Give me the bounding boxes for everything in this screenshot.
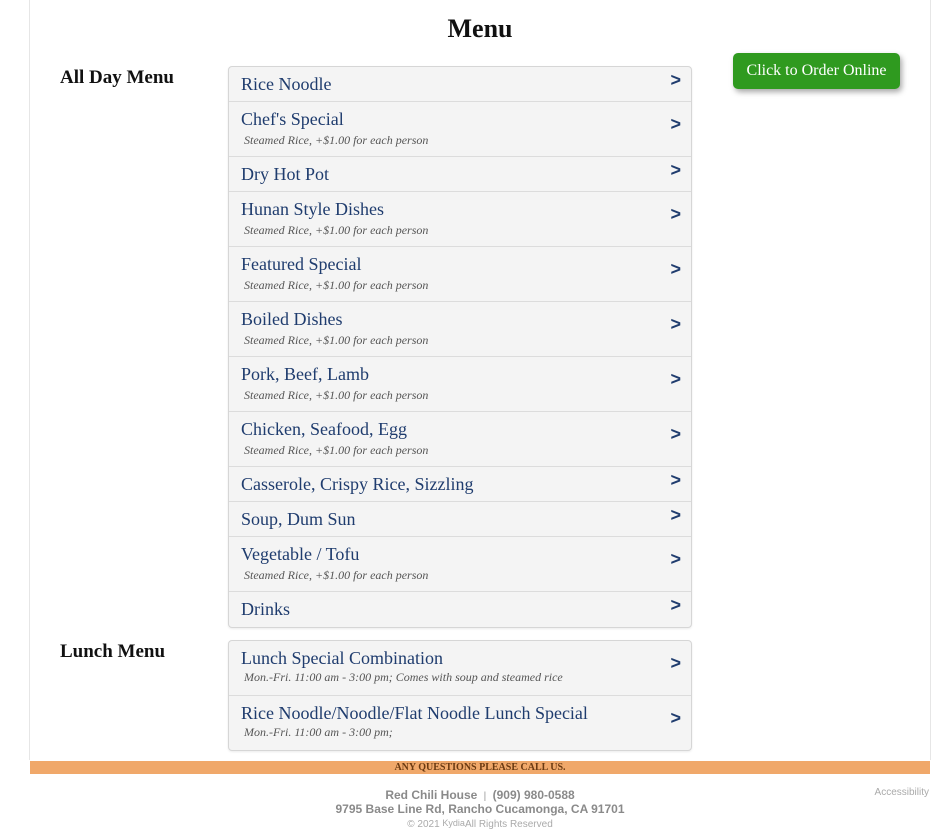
chevron-right-icon: > (670, 708, 681, 728)
chevron-right-icon: > (670, 595, 681, 615)
section-label-lunch-menu: Lunch Menu (60, 641, 166, 662)
menu-item[interactable] (229, 302, 691, 357)
rights-text: All Rights Reserved (464, 819, 553, 830)
footer-contact-line (0, 788, 945, 802)
copyright-text: © 2021 (407, 819, 440, 830)
menu-item-note: Steamed Rice, +$1.00 for each person (244, 443, 429, 457)
menu-item[interactable] (229, 192, 691, 247)
chevron-right-icon: > (670, 259, 681, 279)
phone-number[interactable]: (909) 980-0588 (492, 788, 575, 802)
menu-item[interactable] (229, 467, 691, 502)
chevron-right-icon: > (670, 160, 681, 180)
menu-item-note: Steamed Rice, +$1.00 for each person (244, 568, 429, 582)
menu-item-title: Rice Noodle/Noodle/Flat Noodle Lunch Special (241, 703, 588, 723)
menu-item[interactable] (229, 67, 691, 102)
chevron-right-icon: > (670, 653, 681, 673)
menu-item[interactable] (229, 502, 691, 537)
menu-item-title: Featured Special (241, 254, 362, 274)
menu-item-title: Chef's Special (241, 109, 344, 129)
restaurant-address: 9795 Base Line Rd, Rancho Cucamonga, CA 91701 (335, 802, 625, 816)
contact-bar: ANY QUESTIONS PLEASE CALL US. (30, 761, 930, 774)
menu-item-note: Mon.-Fri. 11:00 am - 3:00 pm; Comes with soup and steamed rice (244, 670, 563, 684)
menu-item-title: Soup, Dum Sun (241, 509, 356, 529)
footer-separator: | (483, 791, 487, 802)
menu-item-title: Vegetable / Tofu (241, 544, 360, 564)
brand-link[interactable]: Kydia (442, 818, 465, 828)
menu-item-title: Dry Hot Pot (241, 164, 330, 184)
order-online-button[interactable]: Click to Order Online (733, 53, 900, 89)
menu-item-title: Chicken, Seafood, Egg (241, 419, 407, 439)
chevron-right-icon: > (670, 505, 681, 525)
menu-item-title: Boiled Dishes (241, 309, 343, 329)
menu-item-note: Steamed Rice, +$1.00 for each person (244, 278, 429, 292)
menu-item-title: Lunch Special Combination (241, 648, 443, 668)
menu-item-title: Drinks (241, 599, 290, 619)
menu-item[interactable] (229, 592, 691, 627)
page-title: Menu (447, 14, 513, 43)
menu-item[interactable] (229, 537, 691, 592)
menu-item-title: Casserole, Crispy Rice, Sizzling (241, 474, 474, 494)
all-day-menu-list (228, 66, 692, 628)
menu-item-title: Pork, Beef, Lamb (241, 364, 369, 384)
menu-item[interactable] (229, 641, 691, 696)
menu-item[interactable] (229, 412, 691, 467)
menu-item-note: Steamed Rice, +$1.00 for each person (244, 388, 429, 402)
menu-item[interactable] (229, 157, 691, 192)
chevron-right-icon: > (670, 470, 681, 490)
restaurant-name: Red Chili House (385, 788, 478, 802)
menu-item-note: Steamed Rice, +$1.00 for each person (244, 333, 429, 347)
footer-copyright (0, 818, 945, 830)
menu-item-note: Steamed Rice, +$1.00 for each person (244, 133, 429, 147)
chevron-right-icon: > (670, 114, 681, 134)
menu-item[interactable] (229, 357, 691, 412)
chevron-right-icon: > (670, 549, 681, 569)
chevron-right-icon: > (670, 424, 681, 444)
section-label-all-day-menu: All Day Menu (60, 67, 174, 88)
chevron-right-icon: > (670, 369, 681, 389)
lunch-menu-list (228, 640, 692, 751)
menu-item-note: Steamed Rice, +$1.00 for each person (244, 223, 429, 237)
chevron-right-icon: > (670, 204, 681, 224)
chevron-right-icon: > (670, 70, 681, 90)
chevron-right-icon: > (670, 314, 681, 334)
menu-item-title: Hunan Style Dishes (241, 199, 384, 219)
menu-item-title: Rice Noodle (241, 74, 332, 94)
menu-item[interactable] (229, 247, 691, 302)
menu-item[interactable] (229, 696, 691, 750)
menu-item-note: Mon.-Fri. 11:00 am - 3:00 pm; (244, 725, 393, 739)
accessibility-link[interactable]: Accessibility (874, 787, 929, 798)
menu-item[interactable] (229, 102, 691, 157)
